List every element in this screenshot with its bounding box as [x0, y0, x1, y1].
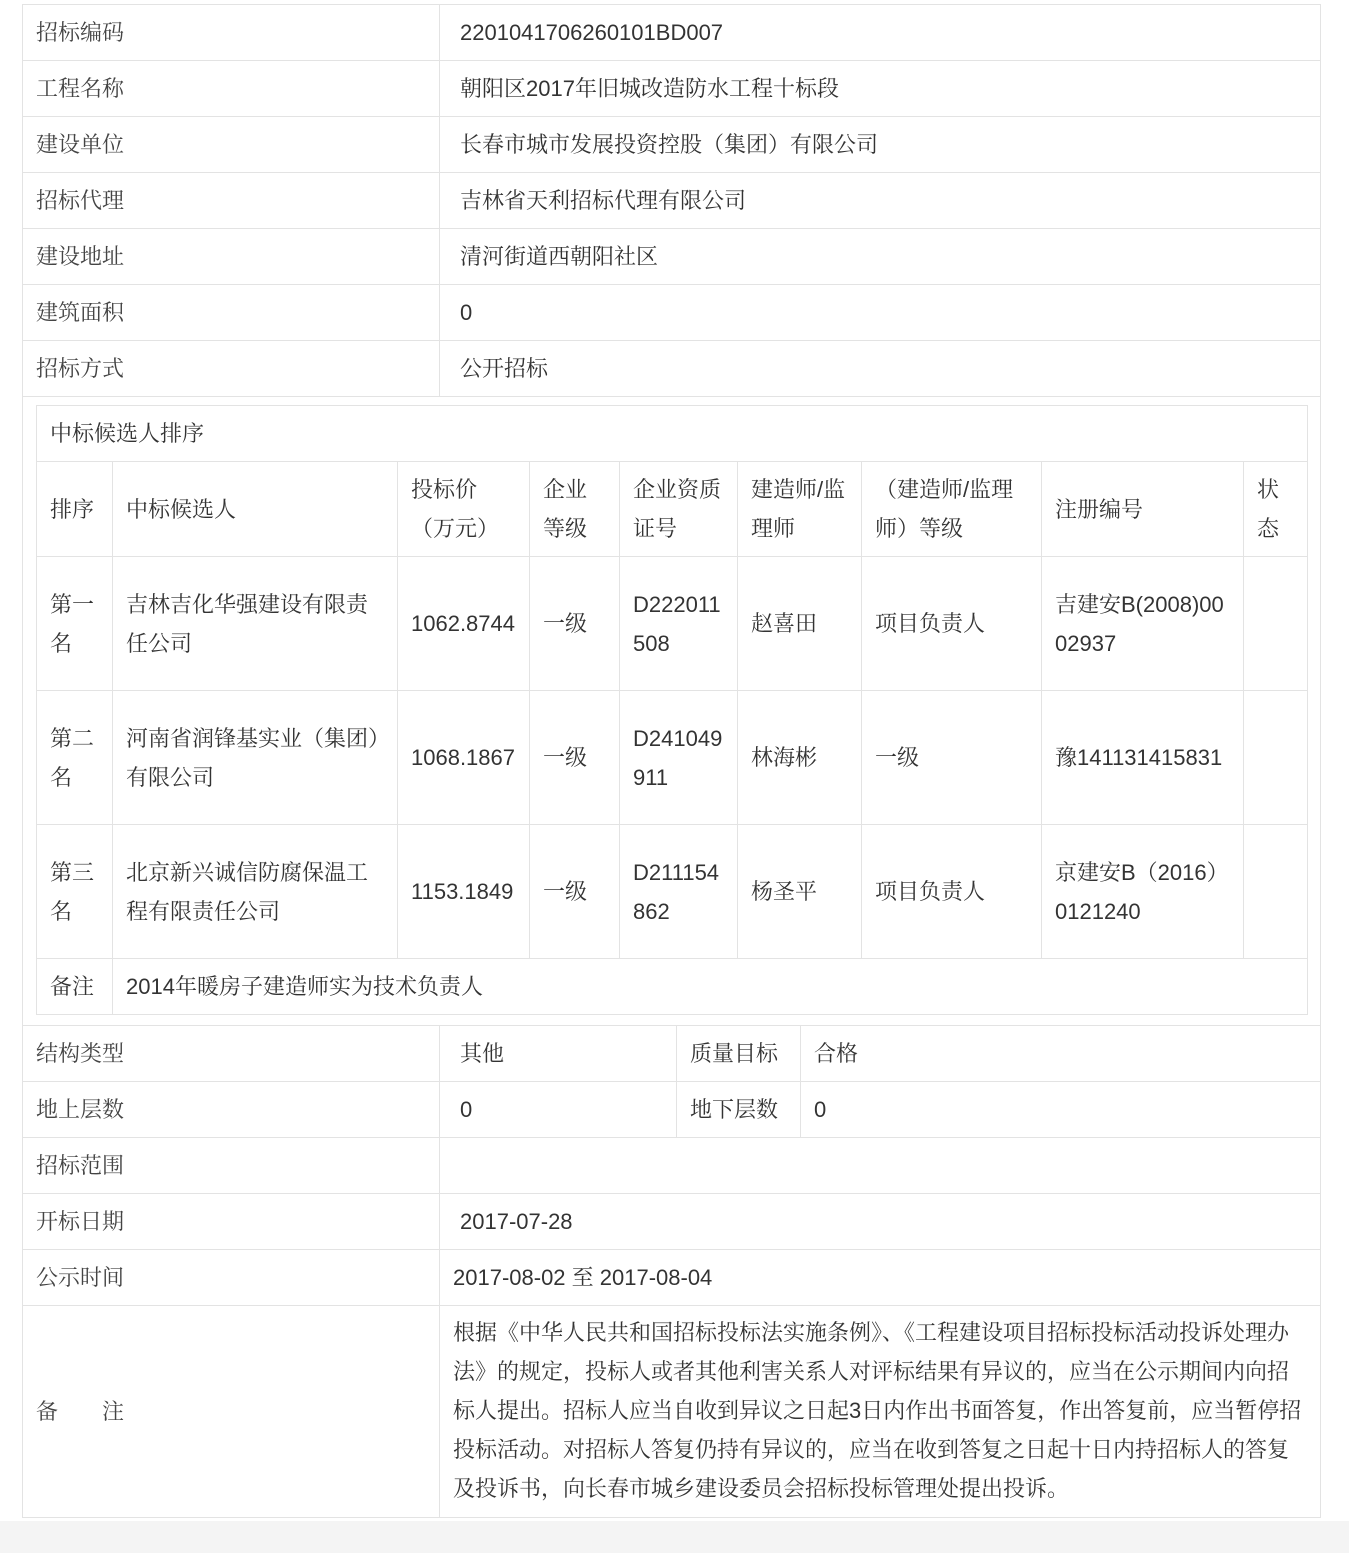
reg-no-cell: 吉建安B(2008)0002937: [1042, 557, 1244, 691]
page-bottom-bar: [0, 1521, 1349, 1553]
agent-value: 吉林省天利招标代理有限公司: [440, 173, 1321, 229]
remark-label: 备 注: [23, 1306, 440, 1518]
bid-code-value: 2201041706260101BD007: [440, 5, 1321, 61]
agent-label: 招标代理: [23, 173, 440, 229]
floors-above-value: 0: [440, 1082, 677, 1138]
status-cell: [1244, 825, 1308, 959]
floors-below-value: 0: [801, 1082, 1321, 1138]
header-reg-no: 注册编号: [1042, 462, 1244, 557]
header-candidate: 中标候选人: [113, 462, 398, 557]
status-cell: [1244, 691, 1308, 825]
level-cell: 一级: [530, 691, 620, 825]
header-status: 状态: [1244, 462, 1308, 557]
candidates-table: [36, 405, 1308, 1015]
structure-value: 其他: [440, 1026, 677, 1082]
person-level-cell: 一级: [862, 691, 1042, 825]
cert-cell: D211154862: [620, 825, 738, 959]
row-address: [23, 229, 1321, 285]
candidates-section-title: 中标候选人排序: [37, 406, 1308, 462]
row-open-date: [23, 1194, 1321, 1250]
candidates-note-label: 备注: [37, 959, 113, 1015]
person-cell: 杨圣平: [738, 825, 862, 959]
person-level-cell: 项目负责人: [862, 825, 1042, 959]
price-cell: 1153.1849: [398, 825, 530, 959]
bid-info-table: [22, 4, 1321, 1518]
method-label: 招标方式: [23, 341, 440, 397]
floors-above-label: 地上层数: [23, 1082, 440, 1138]
structure-label: 结构类型: [23, 1026, 440, 1082]
level-cell: 一级: [530, 557, 620, 691]
row-method: [23, 341, 1321, 397]
header-price: 投标价（万元）: [398, 462, 530, 557]
candidates-header-row: [37, 462, 1308, 557]
quality-value: 合格: [801, 1026, 1321, 1082]
method-value: 公开招标: [440, 341, 1321, 397]
header-rank: 排序: [37, 462, 113, 557]
address-value: 清河街道西朝阳社区: [440, 229, 1321, 285]
rank-cell: 第一名: [37, 557, 113, 691]
price-cell: 1062.8744: [398, 557, 530, 691]
candidate-name-cell: 吉林吉化华强建设有限责任公司: [113, 557, 398, 691]
row-agent: [23, 173, 1321, 229]
reg-no-cell: 豫141131415831: [1042, 691, 1244, 825]
row-scope: [23, 1138, 1321, 1194]
header-constructor-level: （建造师/监理师）等级: [862, 462, 1042, 557]
bid-code-label: 招标编码: [23, 5, 440, 61]
header-cert-no: 企业资质证号: [620, 462, 738, 557]
row-candidates: [23, 397, 1321, 1026]
address-label: 建设地址: [23, 229, 440, 285]
header-constructor: 建造师/监理师: [738, 462, 862, 557]
area-label: 建筑面积: [23, 285, 440, 341]
bid-result-table-container: [22, 4, 1320, 1518]
candidate-name-cell: 北京新兴诚信防腐保温工程有限责任公司: [113, 825, 398, 959]
candidate-name-cell: 河南省润锋基实业（集团）有限公司: [113, 691, 398, 825]
open-date-label: 开标日期: [23, 1194, 440, 1250]
row-structure-quality: [23, 1026, 1321, 1082]
remark-value: 根据《中华人民共和国招标投标法实施条例》、《工程建设项目招标投标活动投诉处理办法》的规定，投标人或者其他利害关系人对评标结果有异议的，应当在公示期间内向招标人提出。招标人应当自收到异议之日起3日内作出书面答复，作出答复前，应当暂停招投标活动。对招标人答复仍持有异议的，应当在收到答复之日起十日内持招标人的答复及投诉书，向长春市城乡建设委员会招标投标管理处提出投诉。: [440, 1306, 1321, 1518]
status-cell: [1244, 557, 1308, 691]
row-area: [23, 285, 1321, 341]
scope-value: [440, 1138, 1321, 1194]
builder-label: 建设单位: [23, 117, 440, 173]
person-cell: 林海彬: [738, 691, 862, 825]
rank-cell: 第三名: [37, 825, 113, 959]
level-cell: 一级: [530, 825, 620, 959]
row-publicity: [23, 1250, 1321, 1306]
builder-value: 长春市城市发展投资控股（集团）有限公司: [440, 117, 1321, 173]
open-date-value: 2017-07-28: [440, 1194, 1321, 1250]
area-value: 0: [440, 285, 1321, 341]
row-bid-code: [23, 5, 1321, 61]
candidates-title-row: [37, 406, 1308, 462]
rank-cell: 第二名: [37, 691, 113, 825]
row-remark: [23, 1306, 1321, 1518]
candidates-note-value: 2014年暖房子建造师实为技术负责人: [113, 959, 1308, 1015]
project-name-label: 工程名称: [23, 61, 440, 117]
cert-cell: D222011508: [620, 557, 738, 691]
candidates-note-row: [37, 959, 1308, 1015]
price-cell: 1068.1867: [398, 691, 530, 825]
row-project-name: [23, 61, 1321, 117]
person-cell: 赵喜田: [738, 557, 862, 691]
person-level-cell: 项目负责人: [862, 557, 1042, 691]
publicity-label: 公示时间: [23, 1250, 440, 1306]
row-floors: [23, 1082, 1321, 1138]
scope-label: 招标范围: [23, 1138, 440, 1194]
table-row: [37, 825, 1308, 959]
quality-label: 质量目标: [677, 1026, 801, 1082]
publicity-value: 2017-08-02 至 2017-08-04: [440, 1250, 1321, 1306]
candidates-section: [23, 397, 1321, 1026]
cert-cell: D241049911: [620, 691, 738, 825]
table-row: [37, 557, 1308, 691]
table-row: [37, 691, 1308, 825]
reg-no-cell: 京建安B（2016）0121240: [1042, 825, 1244, 959]
header-company-level: 企业等级: [530, 462, 620, 557]
project-name-value: 朝阳区2017年旧城改造防水工程十标段: [440, 61, 1321, 117]
row-builder: [23, 117, 1321, 173]
floors-below-label: 地下层数: [677, 1082, 801, 1138]
